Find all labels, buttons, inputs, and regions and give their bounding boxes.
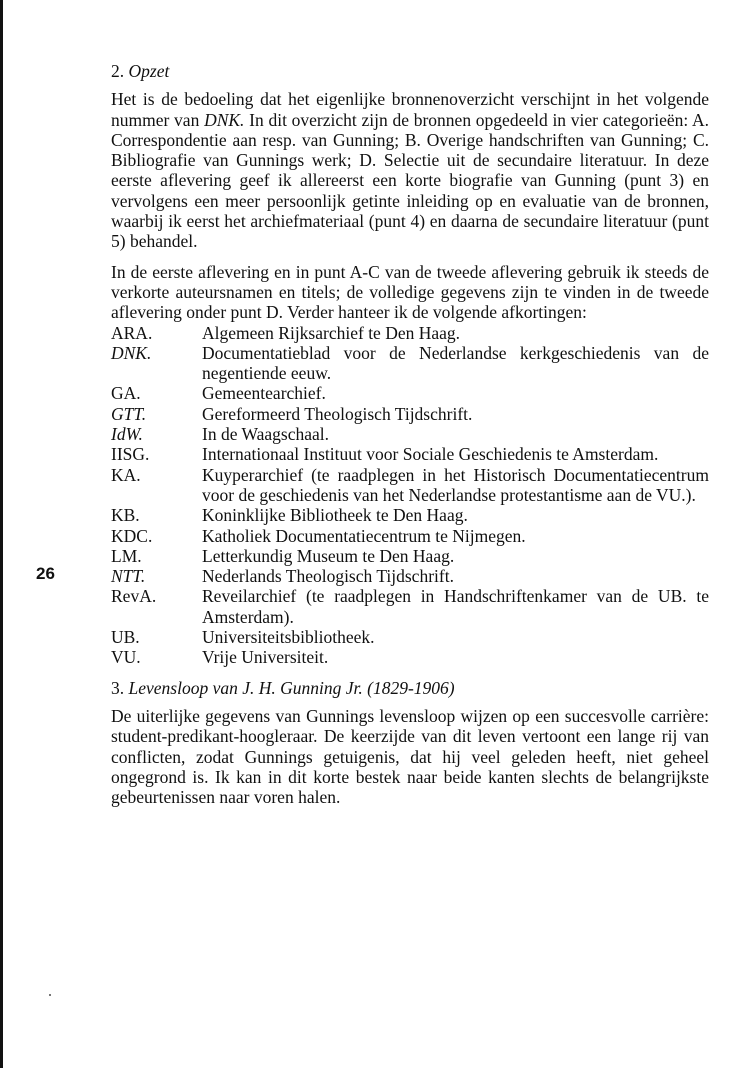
abbreviation-value: Letterkundig Museum te Den Haag. [202,545,455,566]
section-2-heading [111,61,709,81]
abbreviation-value: Internationaal Instituut voor Sociale Geschiedenis te Amsterdam. [202,444,659,465]
abbreviation-row [111,444,709,464]
abbreviation-row [111,404,709,424]
page-content [111,61,709,817]
abbreviation-value: Vrije Universiteit. [202,647,329,668]
abbreviation-row [111,424,709,444]
abbreviation-key: RevA. [111,586,157,607]
page-left-border [0,0,3,1068]
page-number: 26 [36,564,55,583]
abbreviation-value: Katholiek Documentatiecentrum te Nijmegen. [202,525,526,546]
abbreviation-list [111,323,709,668]
abbreviation-row [111,323,709,343]
paragraph-text: Het is de bedoeling dat het eigenlijke bronnenoverzicht verschijnt in het volgende nummer van [111,89,709,130]
abbreviation-row [111,566,709,586]
abbreviation-key: IdW. [111,424,143,445]
abbreviation-value: Koninklijke Bibliotheek te Den Haag. [202,505,468,526]
abbreviation-row [111,465,709,506]
abbreviation-row [111,383,709,403]
stray-mark [49,994,51,996]
section-2-title: Opzet [128,61,170,81]
abbreviation-key: NTT. [111,566,146,587]
abbreviation-row [111,546,709,566]
abbreviation-value: Nederlands Theologisch Tijdschrift. [202,566,454,587]
abbreviation-row [111,647,709,667]
abbreviation-key: GA. [111,383,141,404]
section-3-paragraph: De uiterlijke gegevens van Gunnings levensloop wijzen op een succesvolle carrière: student-predikant-hoogleraar. De keerzijde van dit leven vertoont een lange rij van conflicten, zodat Gunnings getuigenis, dat hij veel geleden heeft, niet geheel ongegrond is. Ik kan in dit korte bestek naar beide kanten slechts de belangrijkste gebeurtenissen naar voren halen. [111,705,709,808]
section-2-paragraph-2: In de eerste aflevering en in punt A-C van de tweede aflevering gebruik ik steeds de verkorte auteursnamen en titels; de volledige gegevens zijn te vinden in de tweede aflevering onder punt D. Verder hanteer ik de volgende afkortingen: [111,261,709,323]
section-2-number: 2. [111,61,125,81]
abbreviation-key: GTT. [111,403,147,424]
abbreviation-key: KDC. [111,525,153,546]
abbreviation-key: KB. [111,505,140,526]
abbreviation-row [111,343,709,384]
abbreviation-value: Algemeen Rijksarchief te Den Haag. [202,322,461,343]
abbreviation-row [111,505,709,525]
abbreviation-value: Kuyperarchief (te raadplegen in het Historisch Documentatiecentrum voor de geschiedenis van het Nederlandse protestantisme aan de VU.). [202,464,709,505]
abbreviation-value: Reveilarchief (te raadplegen in Handschriftenkamer van de UB. te Amsterdam). [202,586,709,627]
abbreviation-row [111,526,709,546]
section-3-title: Levensloop van J. H. Gunning Jr. (1829-1906) [128,677,455,698]
paragraph-text: In dit overzicht zijn de bronnen opgedeeld in vier categorieën: A. Correspondentie aan resp. van Gunning; B. Overige handschriften van Gunning; C. Bibliografie van Gunnings werk; D. Selectie uit de secundaire literatuur. In deze eerste aflevering geef ik allereerst een korte biografie van Gunning (punt 3) en vervolgens een meer persoonlijk getinte inleiding op en evaluatie van de bronnen, waarbij ik eerst het archiefmateriaal (punt 4) en daarna de secundaire literatuur (punt 5) behandel. [111,109,710,252]
abbreviation-key: UB. [111,627,140,648]
journal-abbreviation: DNK. [204,109,245,130]
abbreviation-row [111,627,709,647]
abbreviation-key: VU. [111,647,141,668]
abbreviation-key: DNK. [111,342,152,363]
abbreviation-value: Gereformeerd Theologisch Tijdschrift. [202,403,473,424]
abbreviation-value: In de Waagschaal. [202,424,330,445]
abbreviation-row [111,586,709,627]
abbreviation-key: ARA. [111,322,153,343]
abbreviation-key: IISG. [111,444,150,465]
section-3-heading [111,678,709,698]
section-3-number: 3. [111,677,125,698]
abbreviation-key: KA. [111,464,141,485]
abbreviation-key: LM. [111,545,142,566]
abbreviation-value: Universiteitsbibliotheek. [202,627,375,648]
section-2-paragraph-1 [111,89,709,251]
abbreviation-value: Documentatieblad voor de Nederlandse kerkgeschiedenis van de negentiende eeuw. [202,342,709,384]
abbreviation-value: Gemeentearchief. [202,383,326,404]
